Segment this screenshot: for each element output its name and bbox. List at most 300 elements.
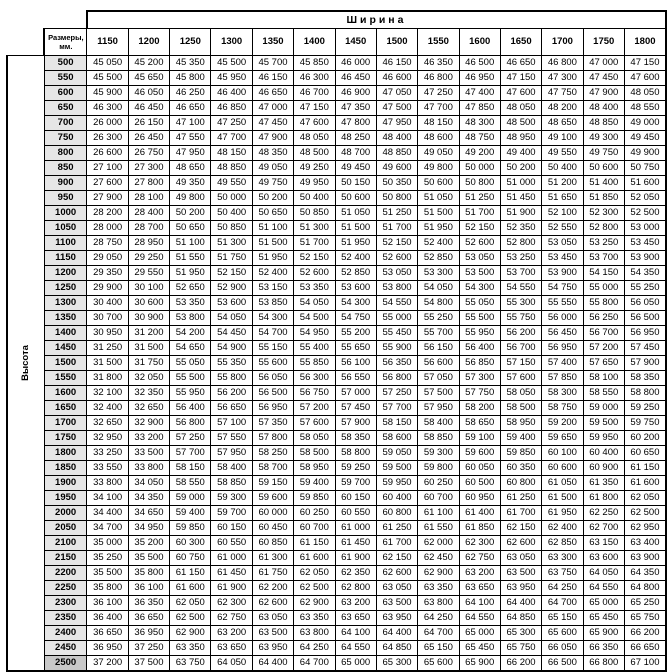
- price-cell: 27 300: [128, 161, 169, 176]
- price-cell: 66 800: [583, 656, 624, 672]
- price-cell: 27 800: [128, 176, 169, 191]
- price-cell: 60 000: [252, 506, 293, 521]
- price-cell: 64 100: [335, 626, 376, 641]
- size-label: Размеры, мм.: [44, 29, 87, 56]
- price-cell: 52 100: [542, 206, 583, 221]
- price-cell: 35 000: [87, 536, 128, 551]
- price-cell: 51 950: [418, 221, 459, 236]
- price-cell: 56 100: [335, 356, 376, 371]
- price-cell: 47 700: [211, 131, 252, 146]
- price-cell: 59 950: [376, 476, 417, 491]
- price-cell: 55 000: [583, 281, 624, 296]
- price-cell: 52 050: [624, 191, 666, 206]
- price-cell: 50 200: [500, 161, 541, 176]
- price-cell: 33 550: [87, 461, 128, 476]
- price-cell: 53 800: [376, 281, 417, 296]
- price-cell: 62 050: [294, 566, 335, 581]
- price-cell: 48 300: [459, 116, 500, 131]
- price-cell: 51 850: [583, 191, 624, 206]
- table-row: [7, 161, 666, 176]
- price-cell: 35 800: [87, 581, 128, 596]
- price-cell: 64 550: [459, 611, 500, 626]
- price-cell: 63 050: [252, 611, 293, 626]
- price-cell: 52 900: [211, 281, 252, 296]
- price-cell: 28 400: [128, 206, 169, 221]
- price-cell: 45 200: [128, 56, 169, 71]
- width-header-1200: 1200: [128, 29, 169, 56]
- price-cell: 50 600: [335, 191, 376, 206]
- price-cell: 58 150: [170, 461, 211, 476]
- height-cell: 1750: [44, 431, 87, 446]
- price-cell: 51 250: [459, 191, 500, 206]
- price-cell: 61 150: [170, 566, 211, 581]
- price-cell: 46 250: [170, 86, 211, 101]
- price-cell: 34 050: [128, 476, 169, 491]
- price-cell: 61 900: [211, 581, 252, 596]
- price-cell: 55 750: [500, 311, 541, 326]
- price-cell: 51 300: [211, 236, 252, 251]
- price-cell: 58 400: [418, 416, 459, 431]
- height-cell: 2500: [44, 656, 87, 672]
- price-cell: 46 400: [211, 86, 252, 101]
- price-cell: 60 150: [211, 521, 252, 536]
- price-cell: 46 300: [294, 71, 335, 86]
- price-cell: 55 850: [294, 356, 335, 371]
- price-cell: 61 150: [294, 536, 335, 551]
- table-row: [7, 476, 666, 491]
- price-cell: 28 200: [87, 206, 128, 221]
- price-cell: 65 300: [376, 656, 417, 672]
- price-cell: 27 100: [87, 161, 128, 176]
- price-cell: 46 000: [335, 56, 376, 71]
- price-cell: 36 100: [128, 581, 169, 596]
- table-row: [7, 626, 666, 641]
- price-cell: 31 800: [87, 371, 128, 386]
- price-cell: 45 700: [252, 56, 293, 71]
- height-cell: 850: [44, 161, 87, 176]
- price-cell: 47 800: [335, 116, 376, 131]
- price-cell: 45 850: [294, 56, 335, 71]
- price-cell: 48 150: [211, 146, 252, 161]
- table-row: [7, 191, 666, 206]
- price-cell: 36 350: [128, 596, 169, 611]
- table-row: [7, 446, 666, 461]
- price-cell: 52 850: [335, 266, 376, 281]
- width-header-1250: 1250: [170, 29, 211, 56]
- price-cell: 59 000: [170, 491, 211, 506]
- price-cell: 53 050: [542, 236, 583, 251]
- price-cell: 26 450: [128, 131, 169, 146]
- price-cell: 58 950: [500, 416, 541, 431]
- price-cell: 46 500: [459, 56, 500, 71]
- price-cell: 51 900: [500, 206, 541, 221]
- price-cell: 59 300: [211, 491, 252, 506]
- price-cell: 53 350: [170, 296, 211, 311]
- height-cell: 1800: [44, 446, 87, 461]
- price-cell: 63 200: [211, 626, 252, 641]
- price-cell: 64 350: [624, 566, 666, 581]
- price-cell: 53 900: [542, 266, 583, 281]
- price-cell: 27 900: [87, 191, 128, 206]
- price-cell: 57 450: [335, 401, 376, 416]
- table-row: [7, 86, 666, 101]
- price-cell: 54 050: [418, 281, 459, 296]
- height-cell: 1200: [44, 266, 87, 281]
- price-cell: 47 600: [624, 71, 666, 86]
- price-cell: 51 700: [294, 236, 335, 251]
- price-cell: 48 700: [335, 146, 376, 161]
- price-cell: 28 000: [87, 221, 128, 236]
- height-cell: 1400: [44, 326, 87, 341]
- price-cell: 62 350: [335, 566, 376, 581]
- price-cell: 49 450: [335, 161, 376, 176]
- price-cell: 51 750: [211, 251, 252, 266]
- price-cell: 54 300: [252, 311, 293, 326]
- price-cell: 51 000: [500, 176, 541, 191]
- price-cell: 55 950: [170, 386, 211, 401]
- price-cell: 58 700: [252, 461, 293, 476]
- table-row: [7, 536, 666, 551]
- price-cell: 46 300: [87, 101, 128, 116]
- price-cell: 51 700: [376, 221, 417, 236]
- price-cell: 58 150: [376, 416, 417, 431]
- price-cell: 50 650: [170, 221, 211, 236]
- price-cell: 60 600: [542, 461, 583, 476]
- width-header-1700: 1700: [542, 29, 583, 56]
- table-row: [7, 326, 666, 341]
- price-cell: 49 200: [459, 146, 500, 161]
- price-cell: 47 900: [583, 86, 624, 101]
- price-cell: 49 100: [542, 131, 583, 146]
- price-cell: 47 150: [294, 101, 335, 116]
- price-cell: 26 150: [128, 116, 169, 131]
- price-cell: 62 900: [170, 626, 211, 641]
- price-cell: 46 600: [376, 71, 417, 86]
- price-cell: 45 050: [87, 56, 128, 71]
- price-cell: 66 200: [500, 656, 541, 672]
- price-cell: 58 500: [294, 446, 335, 461]
- price-cell: 46 450: [128, 101, 169, 116]
- price-cell: 62 800: [335, 581, 376, 596]
- height-cell: 2150: [44, 551, 87, 566]
- price-cell: 57 300: [459, 371, 500, 386]
- price-cell: 45 500: [211, 56, 252, 71]
- price-cell: 60 550: [211, 536, 252, 551]
- price-cell: 61 150: [624, 461, 666, 476]
- height-cell: 1100: [44, 236, 87, 251]
- height-cell: 2000: [44, 506, 87, 521]
- price-cell: 52 600: [459, 236, 500, 251]
- price-cell: 62 150: [376, 551, 417, 566]
- price-cell: 53 600: [335, 281, 376, 296]
- price-cell: 50 350: [376, 176, 417, 191]
- price-cell: 51 500: [418, 206, 459, 221]
- price-cell: 45 350: [170, 56, 211, 71]
- price-cell: 48 500: [294, 146, 335, 161]
- price-cell: 56 000: [542, 311, 583, 326]
- price-cell: 59 600: [252, 491, 293, 506]
- table-row: [7, 386, 666, 401]
- price-cell: 62 900: [294, 596, 335, 611]
- table-row: [7, 401, 666, 416]
- price-cell: 63 200: [459, 566, 500, 581]
- price-cell: 33 800: [128, 461, 169, 476]
- height-cell: 1300: [44, 296, 87, 311]
- price-cell: 47 600: [500, 86, 541, 101]
- price-cell: 48 750: [459, 131, 500, 146]
- price-cell: 46 350: [418, 56, 459, 71]
- price-cell: 46 050: [128, 86, 169, 101]
- height-cell: 650: [44, 101, 87, 116]
- price-cell: 59 100: [459, 431, 500, 446]
- table-row: [7, 356, 666, 371]
- price-cell: 54 550: [500, 281, 541, 296]
- price-cell: 63 950: [376, 611, 417, 626]
- price-cell: 65 150: [418, 641, 459, 656]
- table-row: [7, 341, 666, 356]
- price-cell: 46 150: [376, 56, 417, 71]
- price-cell: 51 300: [294, 221, 335, 236]
- price-cell: 28 750: [87, 236, 128, 251]
- price-cell: 65 600: [418, 656, 459, 672]
- price-cell: 57 350: [252, 416, 293, 431]
- price-cell: 62 000: [418, 536, 459, 551]
- price-cell: 58 600: [376, 431, 417, 446]
- price-cell: 56 500: [624, 311, 666, 326]
- price-cell: 48 950: [500, 131, 541, 146]
- price-cell: 31 200: [128, 326, 169, 341]
- price-cell: 54 550: [376, 296, 417, 311]
- price-cell: 55 800: [211, 371, 252, 386]
- table-row: [7, 56, 666, 71]
- price-cell: 63 750: [542, 566, 583, 581]
- price-cell: 50 850: [211, 221, 252, 236]
- width-header-row: [7, 29, 666, 56]
- price-cell: 55 550: [542, 296, 583, 311]
- price-cell: 47 400: [459, 86, 500, 101]
- price-cell: 26 000: [87, 116, 128, 131]
- price-cell: 57 200: [294, 401, 335, 416]
- table-row: [7, 266, 666, 281]
- price-cell: 57 150: [500, 356, 541, 371]
- price-cell: 47 050: [376, 86, 417, 101]
- price-cell: 48 650: [542, 116, 583, 131]
- height-cell: 1550: [44, 371, 87, 386]
- price-cell: 26 300: [87, 131, 128, 146]
- price-cell: 49 050: [418, 146, 459, 161]
- price-cell: 47 000: [583, 56, 624, 71]
- price-cell: 49 950: [294, 176, 335, 191]
- price-cell: 48 400: [583, 101, 624, 116]
- price-cell: 55 350: [211, 356, 252, 371]
- price-cell: 58 800: [624, 386, 666, 401]
- height-cell: 2200: [44, 566, 87, 581]
- price-cell: 46 450: [335, 71, 376, 86]
- table-row: [7, 431, 666, 446]
- price-cell: 32 950: [87, 431, 128, 446]
- price-cell: 59 400: [500, 431, 541, 446]
- price-cell: 47 500: [376, 101, 417, 116]
- price-cell: 56 750: [294, 386, 335, 401]
- price-cell: 55 050: [459, 296, 500, 311]
- price-cell: 49 400: [500, 146, 541, 161]
- price-cell: 59 250: [335, 461, 376, 476]
- price-cell: 58 050: [500, 386, 541, 401]
- price-cell: 54 500: [294, 311, 335, 326]
- price-cell: 57 950: [418, 401, 459, 416]
- price-cell: 66 650: [624, 641, 666, 656]
- price-cell: 57 600: [500, 371, 541, 386]
- price-cell: 56 950: [252, 401, 293, 416]
- price-cell: 51 650: [542, 191, 583, 206]
- price-cell: 63 050: [376, 581, 417, 596]
- price-cell: 48 600: [418, 131, 459, 146]
- price-cell: 50 600: [583, 161, 624, 176]
- width-header-1550: 1550: [418, 29, 459, 56]
- price-cell: 56 950: [624, 326, 666, 341]
- price-cell: 61 750: [252, 566, 293, 581]
- price-cell: 34 400: [87, 506, 128, 521]
- price-cell: 57 500: [418, 386, 459, 401]
- width-title: Ширина: [87, 11, 666, 29]
- price-cell: 36 650: [87, 626, 128, 641]
- price-cell: 47 600: [294, 116, 335, 131]
- price-cell: 60 650: [624, 446, 666, 461]
- price-cell: 61 000: [335, 521, 376, 536]
- price-cell: 61 100: [418, 506, 459, 521]
- price-cell: 59 700: [335, 476, 376, 491]
- price-cell: 53 800: [170, 311, 211, 326]
- price-cell: 59 950: [583, 431, 624, 446]
- price-cell: 48 850: [376, 146, 417, 161]
- price-cell: 53 700: [500, 266, 541, 281]
- price-cell: 30 400: [87, 296, 128, 311]
- price-cell: 57 750: [459, 386, 500, 401]
- price-cell: 29 250: [128, 251, 169, 266]
- price-cell: 52 800: [583, 221, 624, 236]
- price-cell: 53 300: [418, 266, 459, 281]
- price-cell: 56 350: [376, 356, 417, 371]
- price-cell: 55 650: [335, 341, 376, 356]
- price-cell: 63 500: [500, 566, 541, 581]
- price-cell: 62 050: [624, 491, 666, 506]
- price-cell: 28 700: [128, 221, 169, 236]
- price-cell: 36 100: [87, 596, 128, 611]
- price-cell: 51 100: [252, 221, 293, 236]
- price-cell: 34 650: [128, 506, 169, 521]
- price-cell: 60 950: [459, 491, 500, 506]
- height-cell: 950: [44, 191, 87, 206]
- price-cell: 30 900: [128, 311, 169, 326]
- price-cell: 62 850: [542, 536, 583, 551]
- price-cell: 35 500: [128, 551, 169, 566]
- price-cell: 46 650: [170, 101, 211, 116]
- price-cell: 63 800: [294, 626, 335, 641]
- corner-blank: [7, 29, 44, 56]
- price-cell: 45 650: [128, 71, 169, 86]
- price-cell: 33 800: [87, 476, 128, 491]
- price-cell: 30 950: [87, 326, 128, 341]
- price-cell: 35 200: [128, 536, 169, 551]
- height-cell: 1150: [44, 251, 87, 266]
- price-cell: 49 900: [624, 146, 666, 161]
- price-cell: 52 400: [335, 251, 376, 266]
- price-cell: 54 750: [542, 281, 583, 296]
- price-cell: 56 650: [211, 401, 252, 416]
- price-cell: 50 850: [294, 206, 335, 221]
- price-cell: 31 750: [128, 356, 169, 371]
- table-row: [7, 656, 666, 672]
- price-cell: 57 100: [211, 416, 252, 431]
- price-cell: 60 700: [418, 491, 459, 506]
- price-cell: 53 450: [624, 236, 666, 251]
- price-cell: 66 500: [542, 656, 583, 672]
- price-cell: 60 700: [294, 521, 335, 536]
- price-cell: 51 050: [335, 206, 376, 221]
- price-cell: 49 450: [624, 131, 666, 146]
- price-cell: 46 650: [500, 56, 541, 71]
- price-cell: 64 800: [624, 581, 666, 596]
- price-cell: 55 950: [459, 326, 500, 341]
- price-cell: 56 700: [583, 326, 624, 341]
- price-cell: 61 300: [252, 551, 293, 566]
- price-cell: 60 800: [500, 476, 541, 491]
- price-cell: 59 800: [418, 461, 459, 476]
- price-cell: 51 200: [542, 176, 583, 191]
- price-cell: 56 200: [211, 386, 252, 401]
- price-cell: 65 300: [500, 626, 541, 641]
- price-cell: 60 150: [335, 491, 376, 506]
- price-cell: 34 350: [128, 491, 169, 506]
- price-cell: 53 350: [294, 281, 335, 296]
- table-row: [7, 641, 666, 656]
- price-cell: 60 400: [376, 491, 417, 506]
- price-cell: 64 050: [211, 656, 252, 672]
- price-cell: 58 050: [294, 431, 335, 446]
- price-cell: 46 700: [294, 86, 335, 101]
- price-cell: 61 000: [211, 551, 252, 566]
- price-cell: 61 450: [335, 536, 376, 551]
- price-cell: 29 900: [87, 281, 128, 296]
- price-cell: 62 600: [376, 566, 417, 581]
- price-cell: 64 850: [500, 611, 541, 626]
- price-cell: 58 250: [252, 446, 293, 461]
- price-cell: 57 000: [335, 386, 376, 401]
- price-cell: 61 700: [376, 536, 417, 551]
- price-cell: 47 450: [252, 116, 293, 131]
- price-cell: 63 150: [583, 536, 624, 551]
- price-cell: 51 700: [459, 206, 500, 221]
- height-cell: 1700: [44, 416, 87, 431]
- price-cell: 55 250: [624, 281, 666, 296]
- price-cell: 54 050: [294, 296, 335, 311]
- price-cell: 53 450: [542, 251, 583, 266]
- price-cell: 48 650: [170, 161, 211, 176]
- price-cell: 52 400: [252, 266, 293, 281]
- price-cell: 62 200: [252, 581, 293, 596]
- height-cell: 1250: [44, 281, 87, 296]
- price-cell: 56 450: [542, 326, 583, 341]
- price-cell: 57 950: [211, 446, 252, 461]
- price-cell: 56 700: [500, 341, 541, 356]
- price-cell: 62 900: [418, 566, 459, 581]
- price-cell: 49 800: [170, 191, 211, 206]
- price-cell: 62 750: [459, 551, 500, 566]
- price-cell: 54 950: [294, 326, 335, 341]
- price-cell: 50 200: [170, 206, 211, 221]
- price-cell: 55 150: [252, 341, 293, 356]
- price-cell: 35 800: [128, 566, 169, 581]
